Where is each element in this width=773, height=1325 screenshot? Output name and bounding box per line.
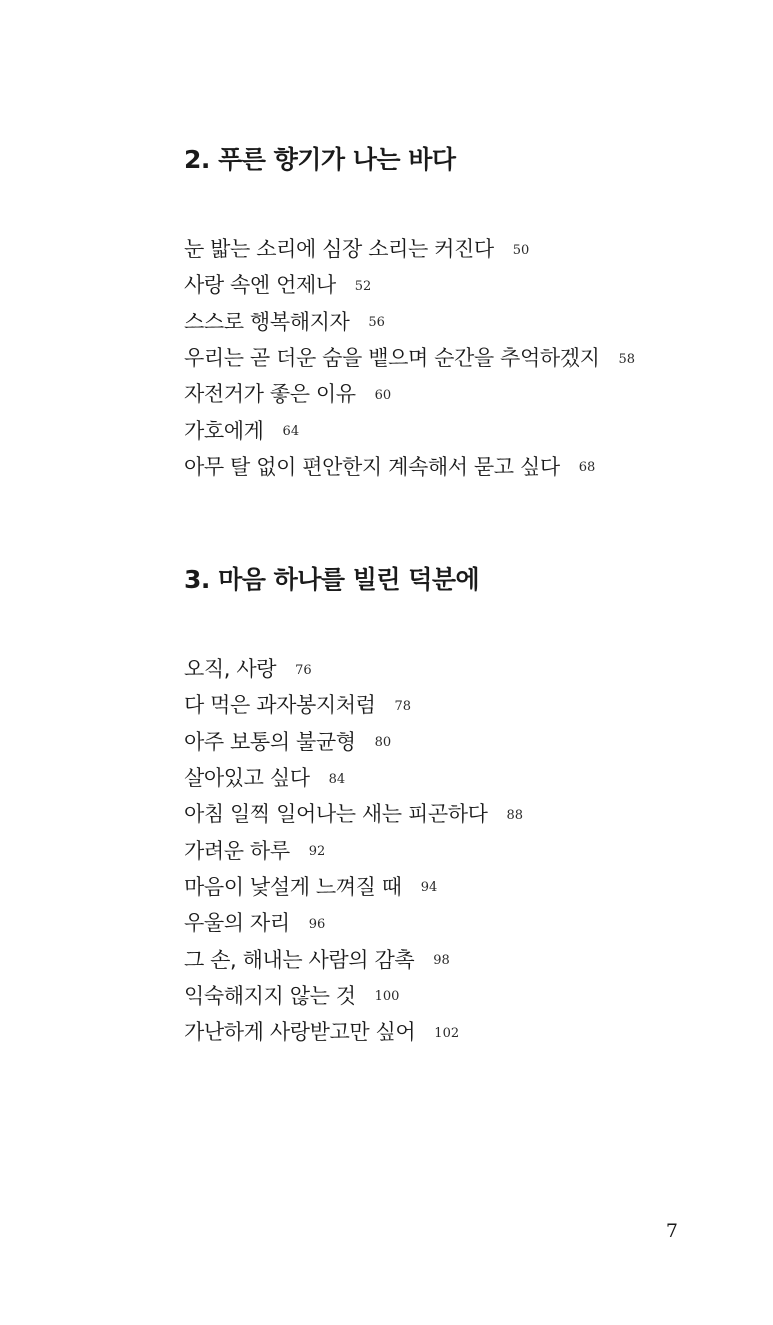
toc-entry (184, 448, 744, 484)
toc-entry-title: 익숙해지지 않는 것 (184, 983, 356, 1008)
toc-entry-page: 78 (394, 698, 412, 714)
toc-entry-title: 아주 보통의 불균형 (184, 729, 356, 754)
toc-entry (184, 303, 744, 339)
toc-entry-page: 100 (374, 989, 400, 1005)
toc-entry-title: 살아있고 싶다 (184, 766, 310, 791)
toc-entry (184, 868, 744, 904)
toc-entry (184, 904, 744, 940)
section-title: 2. 푸른 향기가 나는 바다 (184, 145, 456, 174)
toc-list (184, 230, 744, 484)
toc-entry-page: 76 (295, 662, 312, 678)
toc-entry-title: 자전거가 좋은 이유 (184, 382, 356, 407)
toc-entry (184, 375, 744, 411)
toc-entry-page: 102 (434, 1025, 460, 1041)
toc-entry (184, 940, 744, 976)
toc-entry (184, 650, 744, 686)
toc-section-3 (184, 562, 744, 1049)
page-number: 7 (665, 1220, 678, 1242)
toc-entry (184, 723, 744, 759)
toc-entry (184, 795, 744, 831)
toc-entry-page: 80 (374, 735, 392, 751)
toc-entry (184, 266, 744, 302)
toc-entry-title: 마음이 낯설게 느껴질 때 (184, 874, 402, 899)
toc-entry-page: 64 (282, 424, 300, 440)
toc-entry-title: 그 손, 해내는 사람의 감촉 (184, 947, 415, 972)
toc-entry-title: 다 먹은 과자봉지처럼 (184, 693, 376, 718)
toc-entry-title: 아침 일찍 일어나는 새는 피곤하다 (184, 802, 488, 827)
toc-entry-page: 50 (512, 242, 530, 258)
toc-list (184, 650, 744, 1049)
toc-entry-title: 우울의 자리 (184, 911, 290, 936)
toc-entry-page: 56 (368, 315, 385, 331)
toc-entry-title: 가호에게 (184, 418, 264, 443)
toc-entry-title: 우리는 곧 더운 숨을 뱉으며 순간을 추억하겠지 (184, 346, 600, 371)
toc-entry (184, 686, 744, 722)
toc-entry (184, 977, 744, 1013)
toc-entry-page: 98 (433, 953, 450, 969)
toc-entry (184, 411, 744, 447)
toc-entry-page: 60 (374, 387, 392, 403)
toc-entry-page: 94 (420, 880, 438, 896)
toc-entry-page: 96 (308, 916, 326, 932)
toc-entry-page: 58 (618, 351, 636, 367)
toc-entry-page: 92 (308, 844, 326, 860)
toc-section-2 (184, 142, 744, 484)
section-title: 3. 마음 하나를 빌린 덕분에 (184, 565, 480, 594)
toc-entry (184, 759, 744, 795)
toc-entry (184, 230, 744, 266)
toc-entry-page: 84 (328, 771, 346, 787)
toc-entry (184, 339, 744, 375)
toc-entry (184, 1013, 744, 1049)
toc-entry-page: 88 (506, 807, 524, 823)
toc-entry-title: 스스로 행복해지자 (184, 309, 350, 334)
toc-entry-title: 가난하게 사랑받고만 싶어 (184, 1020, 416, 1045)
toc-entry-title: 사랑 속엔 언제나 (184, 273, 336, 298)
toc-entry-page: 52 (354, 278, 372, 294)
toc-entry-title: 눈 밟는 소리에 심장 소리는 커진다 (184, 237, 494, 262)
toc-entry-title: 오직, 사랑 (184, 657, 277, 682)
toc-entry-title: 가려운 하루 (184, 838, 290, 863)
toc-entry-title: 아무 탈 없이 편안한지 계속해서 묻고 싶다 (184, 454, 560, 479)
toc-entry-page: 68 (578, 460, 596, 476)
toc-entry (184, 831, 744, 867)
